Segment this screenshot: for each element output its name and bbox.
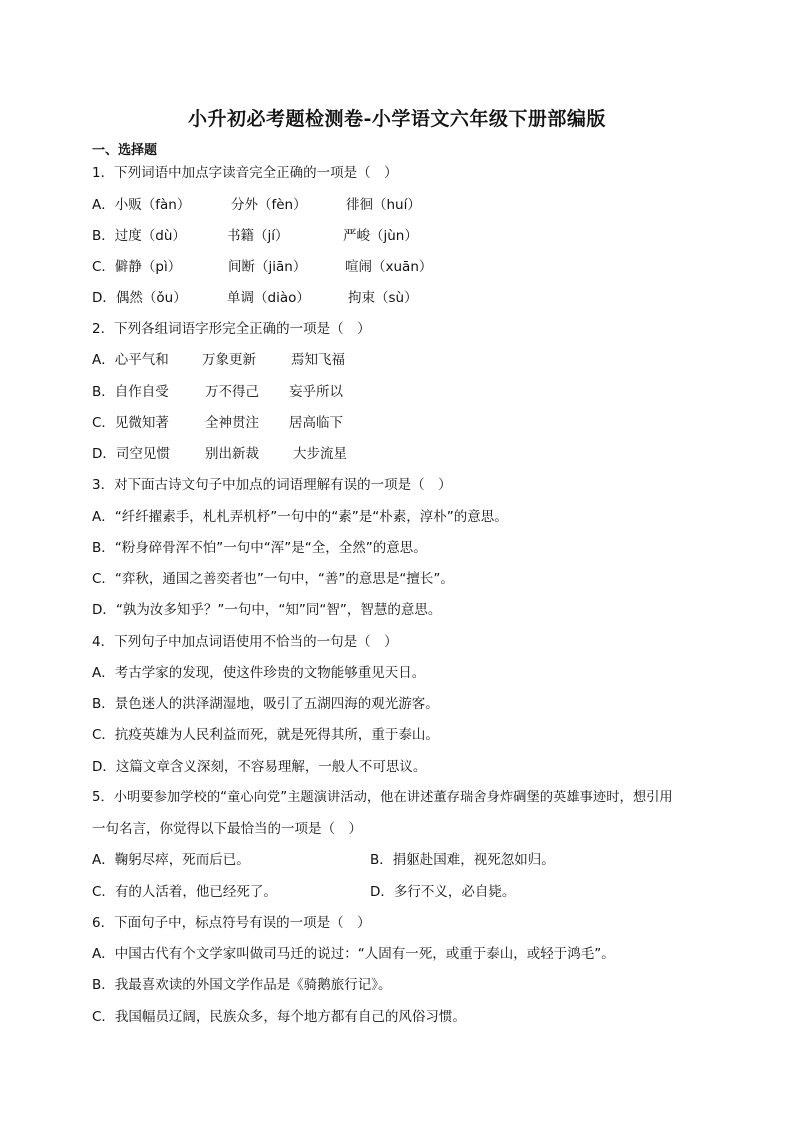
q2-option-b-word3: 妄乎所以 (289, 384, 343, 400)
question-6-stem: 6．下面句子中，标点符号有误的一项是（ ） (92, 915, 371, 931)
q1-option-c-word1: C．僻静（pì） (92, 259, 182, 275)
question-1-stem: 1．下列词语中加点字读音完全正确的一项是（ ） (92, 165, 398, 181)
q4-option-a: A．考古学家的发现，使这件珍贵的文物能够重见天日。 (92, 665, 426, 681)
q4-option-d: D．这篇文章含义深刻，不容易理解，一般人不可思议。 (92, 759, 427, 775)
question-5-stem-line2: 一句名言，你觉得以下最恰当的一项是（ ） (92, 821, 362, 837)
q6-option-c: C．我国幅员辽阔，民族众多，每个地方都有自己的风俗习惯。 (92, 1009, 466, 1025)
q4-option-b: B．景色迷人的洪泽湖湿地，吸引了五湖四海的观光游客。 (92, 696, 439, 712)
question-4-stem: 4．下列句子中加点词语使用不恰当的一句是（ ） (92, 634, 398, 650)
q2-option-d-word2: 别出新裁 (205, 446, 259, 462)
q2-option-a-word2: 万象更新 (202, 352, 256, 368)
q4-option-c: C．抗疫英雄为人民利益而死，就是死得其所，重于泰山。 (92, 727, 439, 743)
q2-option-c-word2: 全神贯注 (205, 415, 259, 431)
q1-option-c-word2: 间断（jiān） (228, 259, 307, 275)
q2-option-b-word1: B．自作自受 (92, 384, 169, 400)
q1-option-d-word3: 拘束（sù） (348, 290, 418, 306)
q1-option-d-word1: D．偶然（ǒu） (92, 290, 187, 306)
q1-option-a-word3: 徘徊（huí） (346, 197, 421, 213)
q3-option-b: B．“粉身碎骨浑不怕”一句中“浑”是“全，全然”的意思。 (92, 540, 427, 556)
q1-option-a-word1: A．小贩（fàn） (92, 197, 191, 213)
q1-option-a-word2: 分外（fèn） (231, 197, 307, 213)
q5-option-d: D．多行不义，必自毙。 (370, 884, 516, 900)
section-heading: 一、选择题 (92, 143, 158, 158)
q5-option-b: B．捐躯赴国难，视死忽如归。 (370, 852, 555, 868)
q1-option-d-word2: 单调（diào） (227, 290, 310, 306)
q1-option-b-word2: 书籍（jí） (227, 228, 289, 244)
q1-option-b-word1: B．过度（dù） (92, 228, 186, 244)
q2-option-b-word2: 万不得己 (205, 384, 259, 400)
q2-option-d-word3: 大步流星 (293, 446, 347, 462)
q2-option-d-word1: D．司空见惯 (92, 446, 170, 462)
q1-option-b-word3: 严峻（jùn） (343, 228, 418, 244)
q2-option-a-word1: A．心平气和 (92, 352, 169, 368)
question-3-stem: 3．对下面古诗文句子中加点的词语理解有误的一项是（ ） (92, 477, 452, 493)
question-5-stem-line1: 5．小明要参加学校的“童心向党”主题演讲活动，他在讲述董存瑞舍身炸碉堡的英雄事迹时，想引用 (92, 790, 673, 805)
q3-option-c: C．“弈秋，通国之善奕者也”一句中，“善”的意思是“擅长”。 (92, 571, 454, 587)
question-2-stem: 2．下列各组词语字形完全正确的一项是（ ） (92, 321, 371, 337)
q3-option-d: D．“孰为汝多知乎？”一句中，“知”同“智”，智慧的意思。 (92, 602, 442, 618)
q2-option-c-word1: C．见微知著 (92, 415, 169, 431)
q6-option-b: B．我最喜欢读的外国文学作品是《骑鹅旅行记》。 (92, 977, 392, 993)
q5-option-c: C．有的人活着，他已经死了。 (92, 884, 277, 900)
q2-option-a-word3: 焉知飞福 (291, 352, 345, 368)
q1-option-c-word3: 喧闹（xuān） (345, 259, 433, 275)
q2-option-c-word3: 居高临下 (289, 415, 343, 431)
q5-option-a: A．鞠躬尽瘁，死而后已。 (92, 852, 250, 868)
page-title: 小升初必考题检测卷-小学语文六年级下册部编版 (188, 108, 606, 130)
q3-option-a: A．“纤纤擢素手，札札弄机杼”一句中的“素”是“朴素，淳朴”的意思。 (92, 509, 508, 525)
q6-option-a: A．中国古代有个文学家叫做司马迁的说过：“人固有一死，或重于泰山，或轻于鸿毛”。 (92, 946, 615, 962)
